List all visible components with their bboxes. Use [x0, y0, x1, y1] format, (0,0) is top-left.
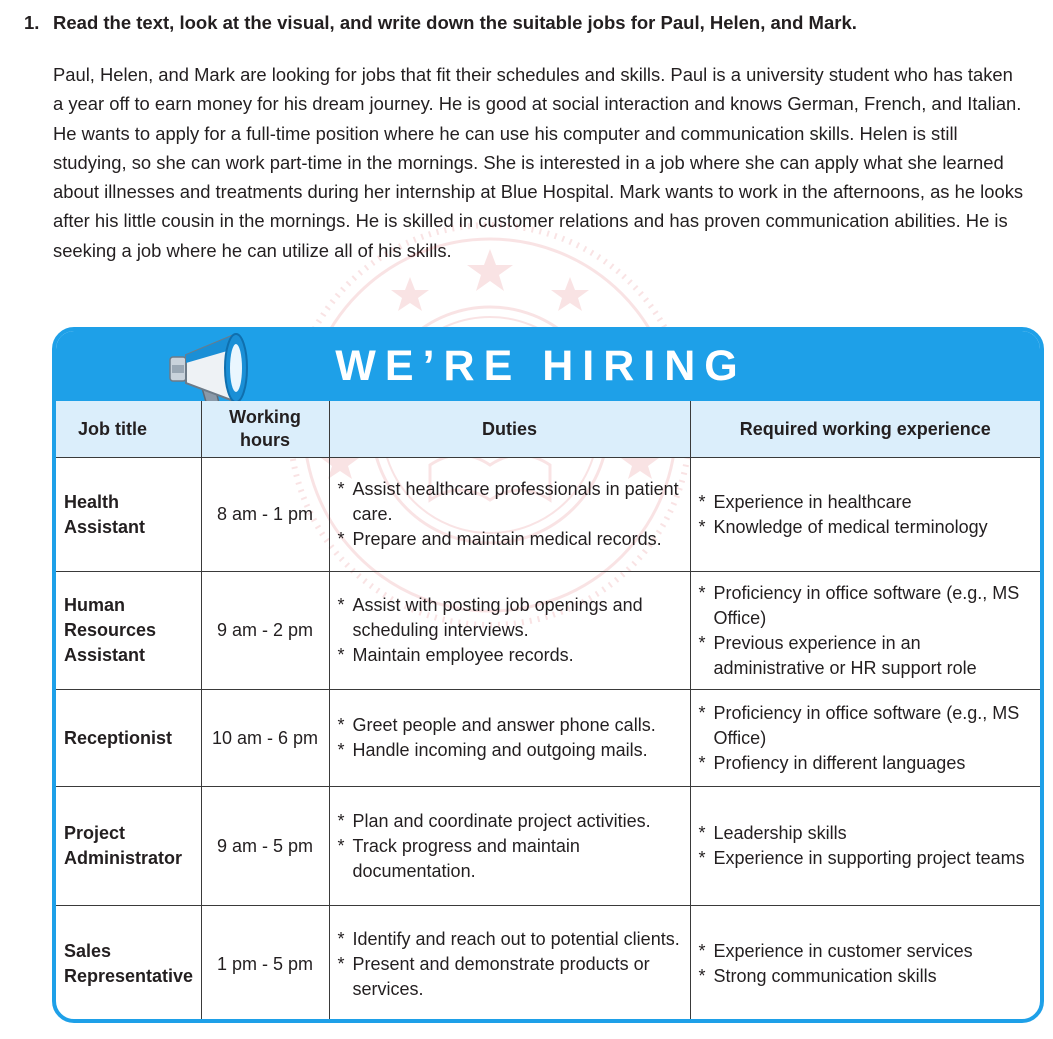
duty-item: * Present and demonstrate products or services. [337, 953, 650, 999]
duty-item: * Assist healthcare professionals in patient care. [337, 479, 679, 524]
experience-item: * Experience in healthcare [698, 491, 912, 512]
table-row [56, 690, 1040, 787]
duty-item: * Assist with posting job openings and scheduling interviews. [337, 595, 643, 640]
duties-cell [329, 458, 690, 572]
question-prompt [24, 10, 1034, 36]
duties-cell [329, 906, 690, 1023]
duty-item: * Greet people and answer phone calls. [337, 715, 656, 735]
table-row [56, 787, 1040, 906]
header-duties: Duties [329, 401, 690, 458]
table-row [56, 458, 1040, 572]
table-row [56, 572, 1040, 690]
working-hours: 9 am - 5 pm [201, 787, 329, 906]
question-text: Read the text, look at the visual, and write down the suitable jobs for Paul, Helen, and Mark. [53, 12, 857, 33]
experience-cell [690, 787, 1040, 906]
job-title: Health Assistant [56, 458, 201, 572]
job-title: Receptionist [56, 690, 201, 787]
reading-passage: Paul, Helen, and Mark are looking for jobs that fit their schedules and skills. Paul is a university student who has taken a year off to earn money for his dream journey. He is good at social interaction and knows German, French, and Italian. He wants to apply for a full-time position where he can use his computer and communication skills. Helen is still studying, so she can work part-time in the mornings. She is interested in a job where she can apply what she learned about illnesses and treatments during her internship at Blue Hospital. Mark wants to work in the afternoons, as he looks after his little cousin in the mornings. He is skilled in customer relations and has proven communication abilities. He is seeking a job where he can utilize all of his skills. [53, 64, 1024, 261]
working-hours: 1 pm - 5 pm [201, 906, 329, 1023]
working-hours: 10 am - 6 pm [201, 690, 329, 787]
job-title: Human Resources Assistant [56, 572, 201, 690]
experience-item: * Profiency in different languages [698, 752, 966, 773]
job-title: Sales Representative [56, 906, 201, 1023]
experience-item: * Leadership skills [698, 823, 847, 843]
duties-cell [329, 572, 690, 690]
duties-cell [329, 787, 690, 906]
duty-item: * Prepare and maintain medical records. [337, 529, 662, 549]
experience-item: * Previous experience in an administrative or HR support role [698, 632, 977, 678]
experience-item: * Experience in supporting project teams [698, 848, 1025, 868]
table-row [56, 906, 1040, 1023]
question-number: 1. [24, 12, 40, 33]
header-experience: Required working experience [690, 401, 1040, 458]
hiring-card [52, 327, 1044, 1023]
banner-title: WE’RE HIRING [335, 342, 747, 390]
experience-item: * Knowledge of medical terminology [698, 516, 988, 537]
jobs-table [56, 401, 1040, 1023]
duty-item: * Track progress and maintain documentation. [337, 835, 580, 881]
working-hours: 9 am - 2 pm [201, 572, 329, 690]
header-job-title: Job title [56, 401, 201, 458]
experience-cell [690, 458, 1040, 572]
working-hours: 8 am - 1 pm [201, 458, 329, 572]
experience-item: * Proficiency in office software (e.g., MS Office) [698, 582, 1020, 628]
header-working-hours: Working hours [201, 401, 329, 458]
experience-item: * Experience in customer services [698, 941, 973, 962]
duty-item: * Maintain employee records. [337, 645, 574, 665]
duties-cell [329, 690, 690, 787]
experience-cell [690, 690, 1040, 787]
duty-item: * Handle incoming and outgoing mails. [337, 740, 648, 760]
job-title: Project Administrator [56, 787, 201, 906]
experience-item: * Proficiency in office software (e.g., MS Office) [698, 702, 1020, 748]
experience-item: * Strong communication skills [698, 966, 937, 987]
duty-item: * Plan and coordinate project activities. [337, 810, 651, 831]
experience-cell [690, 906, 1040, 1023]
table-header-row [56, 401, 1040, 458]
duty-item: * Identify and reach out to potential clients. [337, 928, 680, 949]
experience-cell [690, 572, 1040, 690]
